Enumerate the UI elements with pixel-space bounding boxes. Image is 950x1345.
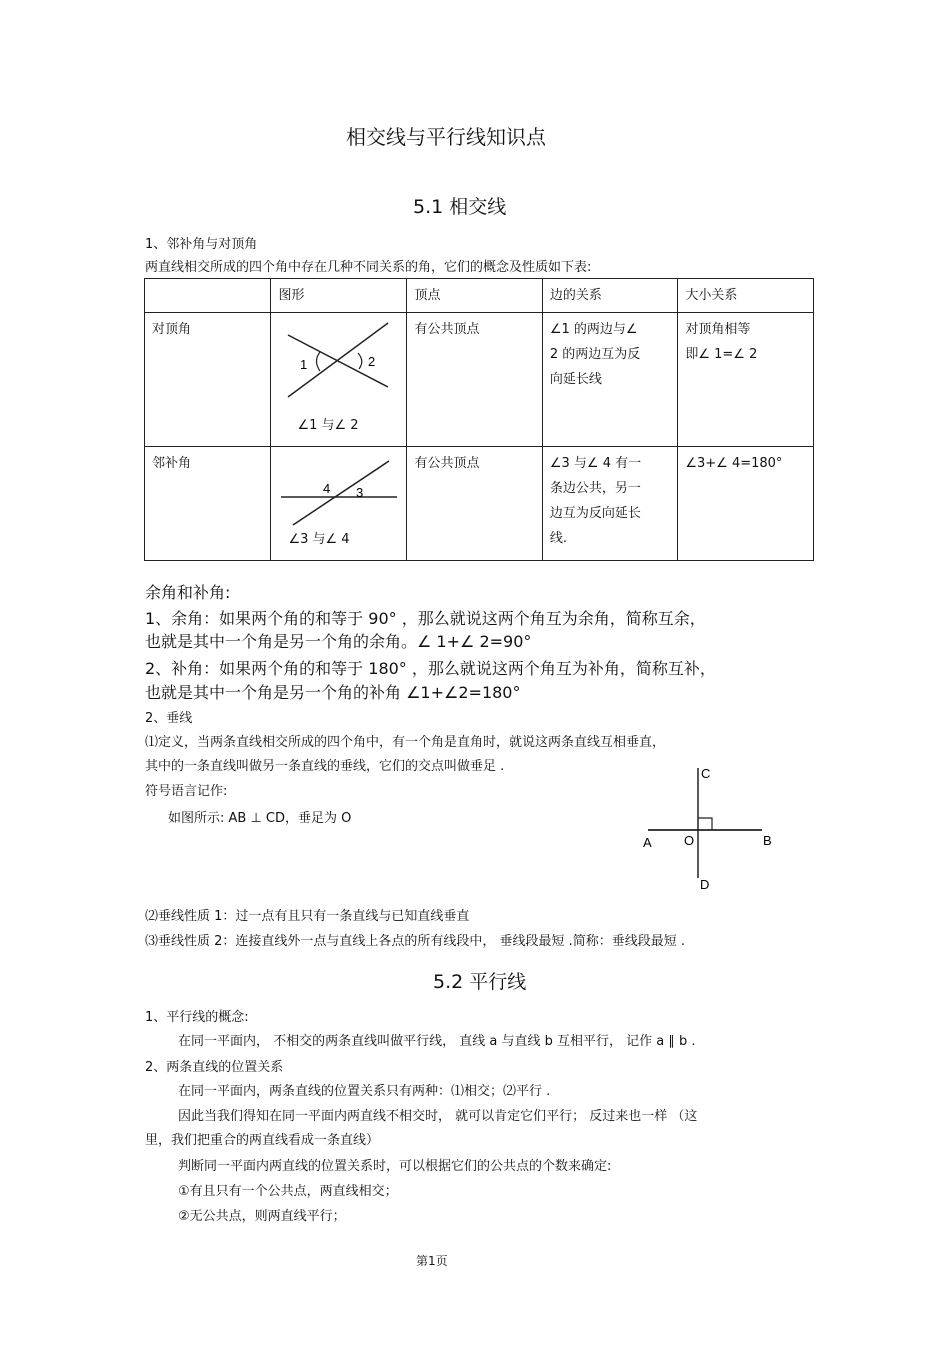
- label-b: B: [763, 833, 772, 848]
- table-header-figure: 图形: [271, 279, 407, 313]
- edge-line: 2 的两边互为反: [549, 347, 641, 362]
- row-size: [678, 447, 814, 561]
- position-line: 因此当我们得知在同一平面内两直线不相交时， 就可以肯定它们平行； 反过来也一样 （这: [178, 1109, 698, 1124]
- figure-caption: ∠3 与∠ 4: [288, 532, 350, 547]
- page-title: 相交线与平行线知识点: [346, 125, 546, 149]
- section-heading-5-1: 5.1 相交线: [413, 196, 507, 218]
- parallel-concept: 在同一平面内， 不相交的两条直线叫做平行线， 直线 a 与直线 b 互相平行， 记作 a ∥ b .: [178, 1034, 696, 1049]
- list-item: ②无公共点，则两直线平行；: [178, 1209, 346, 1224]
- row-vertex: 有公共顶点: [407, 313, 542, 447]
- subheading-perpendicular: 2、垂线: [145, 711, 193, 726]
- edge-line: 向延长线: [549, 372, 602, 387]
- edge-line: 线.: [549, 531, 567, 546]
- table-header-empty: [145, 279, 271, 313]
- label-d: D: [700, 877, 710, 892]
- list-item: ①有且只有一个公共点，两直线相交；: [178, 1184, 398, 1199]
- label-c: C: [701, 766, 711, 781]
- angle-4-label: 4: [323, 481, 331, 496]
- edge-line: ∠3 与∠ 4 有一: [549, 456, 642, 471]
- supplement-line: 2、补角：如果两个角的和等于 180° ，那么就说这两个角互为补角，简称互补，: [145, 659, 716, 678]
- complement-line: 1、余角：如果两个角的和等于 90° ，那么就说这两个角互为余角，简称互余，: [145, 609, 706, 628]
- edge-line: 条边公共，另一: [549, 481, 641, 496]
- size-line: 即∠ 1=∠ 2: [685, 347, 758, 362]
- supplement-line: 也就是其中一个角是另一个角的补角 ∠1+∠2=180°: [145, 683, 521, 702]
- symbol-label: 符号语言记作:: [145, 784, 228, 799]
- table-header-size: 大小关系: [678, 279, 814, 313]
- row-edges: [542, 447, 677, 561]
- complement-line: 也就是其中一个角是另一个角的余角。∠ 1+∠ 2=90°: [145, 632, 532, 651]
- figure-caption: ∠1 与∠ 2: [297, 418, 359, 433]
- angle-2-label: 2: [368, 354, 376, 369]
- right-angle-mark: [698, 818, 712, 830]
- definition-line: 其中的一条直线叫做另一条直线的垂线，它们的交点叫做垂足 .: [145, 759, 505, 774]
- row-size: [678, 313, 814, 447]
- label-a: A: [643, 835, 652, 850]
- page-number: 第1页: [416, 1254, 448, 1268]
- line-slanted: [293, 461, 389, 525]
- property-1: ⑵垂线性质 1：过一点有且只有一条直线与已知直线垂直: [145, 909, 470, 924]
- subheading-angles: 1、邻补角与对顶角: [145, 237, 258, 252]
- vertical-angles-figure: [271, 313, 407, 447]
- edge-line: ∠1 的两边与∠: [549, 322, 638, 337]
- position-line: 在同一平面内，两条直线的位置关系只有两种：⑴相交；⑵平行 .: [178, 1084, 551, 1099]
- row-name: 邻补角: [145, 447, 271, 561]
- position-line: 判断同一平面内两直线的位置关系时，可以根据它们的公共点的个数来确定:: [178, 1159, 612, 1174]
- size-line: 对顶角相等: [685, 322, 751, 337]
- angle-1-label: 1: [300, 357, 308, 372]
- subheading-position: 2、两条直线的位置关系: [145, 1060, 284, 1075]
- subheading-parallel-concept: 1、平行线的概念:: [145, 1010, 249, 1025]
- adjacent-angles-figure: [271, 447, 407, 561]
- edge-line: 边互为反向延长: [549, 506, 641, 521]
- perpendicular-figure: [630, 760, 790, 898]
- angle-table: [144, 278, 814, 561]
- label-o: O: [684, 833, 695, 848]
- example-line: 如图所示: AB ⊥ CD，垂足为 O: [168, 811, 352, 826]
- size-line: ∠3+∠ 4=180°: [685, 456, 783, 471]
- complement-title: 余角和补角:: [145, 583, 231, 602]
- angle-3-label: 3: [356, 485, 364, 500]
- row-name: 对顶角: [145, 313, 271, 447]
- table-header-vertex: 顶点: [407, 279, 542, 313]
- row-vertex: 有公共顶点: [407, 447, 542, 561]
- position-line: 里，我们把重合的两直线看成一条直线）: [145, 1133, 380, 1148]
- section-heading-5-2: 5.2 平行线: [433, 971, 527, 993]
- definition-line: ⑴定义，当两条直线相交所成的四个角中，有一个角是直角时，就说这两条直线互相垂直，: [145, 735, 666, 750]
- table-header-edges: 边的关系: [542, 279, 677, 313]
- angle-1-arc: [317, 352, 321, 371]
- angle-2-arc: [358, 353, 362, 369]
- row-edges: [542, 313, 677, 447]
- table-intro: 两直线相交所成的四个角中存在几种不同关系的角，它们的概念及性质如下表:: [145, 260, 592, 275]
- property-2: ⑶垂线性质 2：连接直线外一点与直线上各点的所有线段中， 垂线段最短 .简称：垂线段最短 .: [145, 934, 686, 949]
